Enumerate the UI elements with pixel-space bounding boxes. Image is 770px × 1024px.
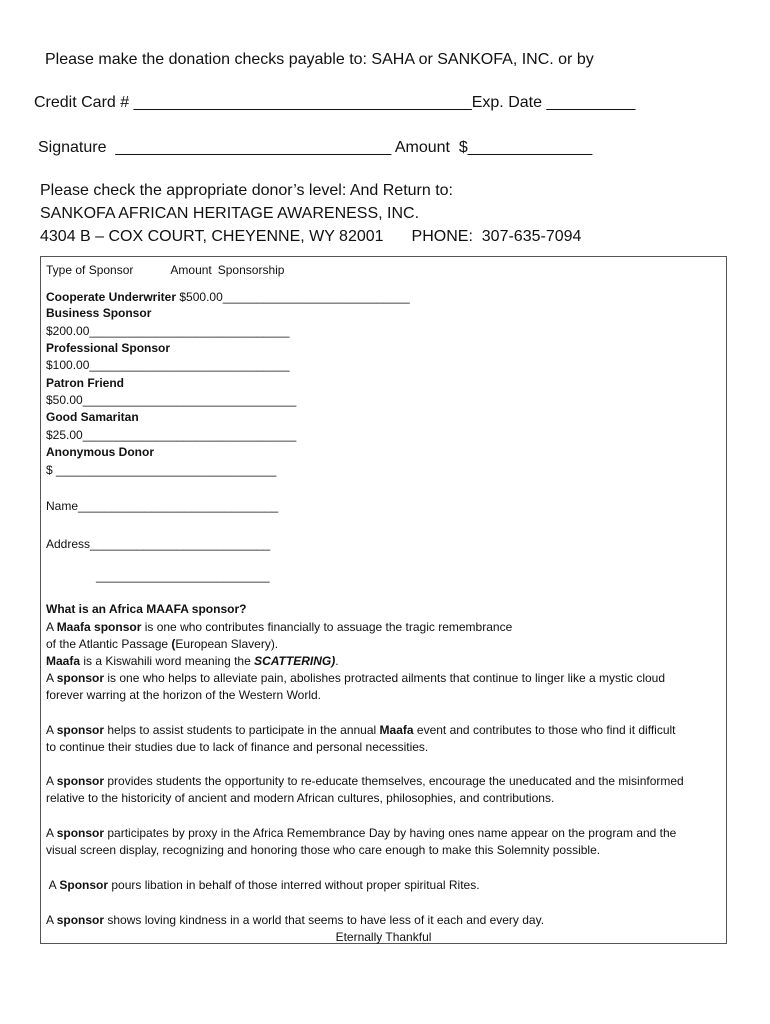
level-row-professional — [46, 358, 290, 373]
signature-label: Signature — [38, 139, 116, 156]
level-name-samaritan: Good Samaritan — [46, 410, 139, 424]
credit-card-row — [34, 93, 635, 113]
para-5-line-2: relative to the historicity of ancient and modern African cultures, philosophies, and contributions. — [46, 791, 555, 805]
level-name-business: Business Sponsor — [46, 306, 152, 320]
level-row-patron — [46, 393, 296, 408]
level-blank[interactable]: ________________________________ — [82, 428, 297, 442]
level-amount: $200.00 — [46, 324, 90, 338]
para-7: A Sponsor pours libation in behalf of those interred without proper spiritual Rites. — [46, 878, 480, 892]
address-label: Address — [46, 537, 91, 551]
amount-field[interactable]: ______________ — [467, 139, 593, 156]
payable-line: Please make the donation checks payable to: SAHA or SANKOFA, INC. or by — [45, 51, 594, 68]
address-field-2[interactable]: __________________________ — [96, 569, 270, 583]
address-row — [46, 537, 270, 552]
signature-row — [38, 138, 592, 158]
level-name-patron: Patron Friend — [46, 376, 125, 390]
phone: PHONE: 307-635-7094 — [411, 228, 582, 245]
para-4-line-2: to continue their studies due to lack of finance and personal necessities. — [46, 740, 429, 754]
maafa-question: What is an Africa MAAFA sponsor? — [46, 602, 247, 616]
credit-card-field[interactable]: ______________________________________ — [133, 94, 472, 111]
level-amount: $ — [46, 463, 57, 477]
signature-field[interactable]: _______________________________ — [115, 139, 392, 156]
check-level-line: Please check the appropriate donor’s level: And Return to: — [40, 182, 453, 199]
name-label: Name — [46, 499, 79, 513]
para-6-line-2: visual screen display, recognizing and honoring those who care enough to make this Solemnity possible. — [46, 843, 601, 857]
para-3-line-1: A sponsor is one who helps to alleviate pain, abolishes protracted ailments that continue to linger like a mystic cloud — [46, 671, 666, 685]
para-1-line-2: of the Atlantic Passage (European Slavery). — [46, 637, 279, 651]
level-cooperate-underwriter — [46, 290, 410, 305]
level-blank[interactable]: ______________________________ — [89, 358, 290, 372]
level-row-business — [46, 324, 290, 339]
exp-date-label: Exp. Date — [471, 94, 547, 111]
address-field[interactable]: ___________________________ — [90, 537, 271, 551]
para-5-line-1: A sponsor provides students the opportunity to re-educate themselves, encourage the uneducated and the misinformed — [46, 774, 684, 788]
amount-label: Amount $ — [391, 139, 468, 156]
para-6-line-1: A sponsor participates by proxy in the Africa Remembrance Day by having ones name appear on the program and the — [46, 826, 677, 840]
level-blank[interactable]: ________________________________ — [82, 393, 297, 407]
level-row-anonymous — [46, 463, 276, 478]
col-sponsorship: Sponsorship — [217, 263, 285, 277]
org-name: SANKOFA AFRICAN HERITAGE AWARENESS, INC. — [40, 205, 420, 222]
para-4-line-1: A sponsor helps to assist students to participate in the annual Maafa event and contributes to those who find it difficult — [46, 723, 676, 737]
name-row — [46, 499, 278, 514]
level-amount: $25.00 — [46, 428, 83, 442]
contact-row — [40, 227, 581, 247]
level-amount: $50.00 — [46, 393, 83, 407]
para-8: A sponsor shows loving kindness in a world that seems to have less of it each and every day. — [46, 913, 545, 927]
col-amount: Amount — [170, 263, 212, 277]
name-field[interactable]: ______________________________ — [78, 499, 279, 513]
level-blank[interactable]: _________________________________ — [56, 463, 277, 477]
level-blank[interactable]: ______________________________ — [89, 324, 290, 338]
level-blank[interactable]: ____________________________ — [222, 290, 410, 304]
level-amount: $100.00 — [46, 358, 90, 372]
level-amount: $500.00 — [179, 290, 223, 304]
level-row-samaritan — [46, 428, 296, 443]
exp-date-field[interactable]: __________ — [546, 94, 636, 111]
closing-line: Eternally Thankful — [335, 930, 432, 944]
credit-card-label: Credit Card # — [34, 94, 134, 111]
level-name: Cooperate Underwriter — [46, 290, 177, 304]
mailing-address: 4304 B – COX COURT, CHEYENNE, WY 82001 — [40, 228, 384, 245]
level-name-professional: Professional Sponsor — [46, 341, 171, 355]
para-1-line-1: A Maafa sponsor is one who contributes financially to assuage the tragic remembrance — [46, 620, 513, 634]
sponsor-box — [40, 256, 727, 944]
level-name-anonymous: Anonymous Donor — [46, 445, 154, 459]
para-3-line-2: forever warring at the horizon of the Western World. — [46, 688, 322, 702]
col-type: Type of Sponsor — [46, 263, 134, 277]
table-header — [46, 263, 284, 278]
para-2: Maafa is a Kiswahili word meaning the SCATTERING). — [46, 654, 339, 668]
